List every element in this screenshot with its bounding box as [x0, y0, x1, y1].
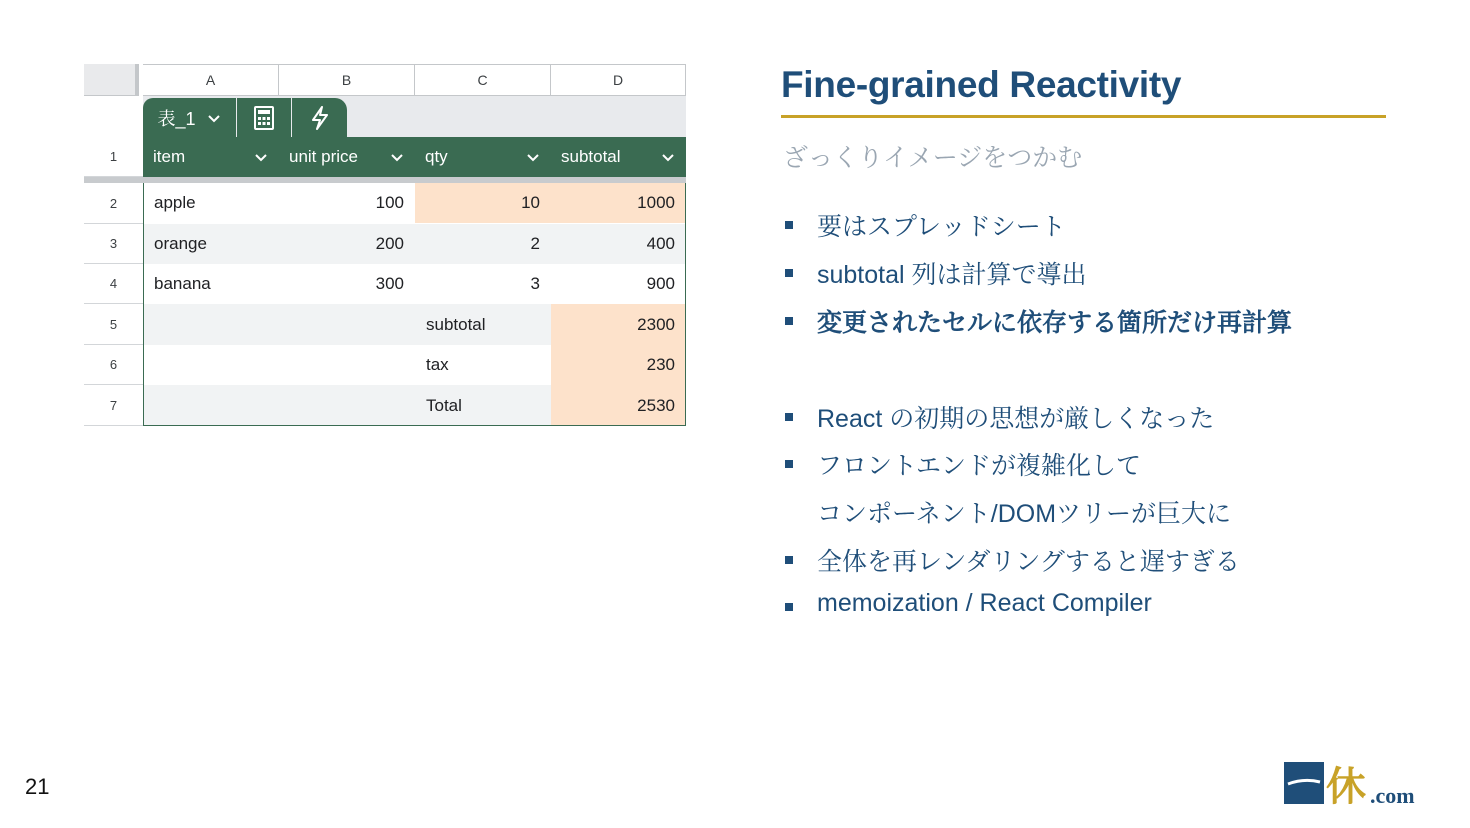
chevron-down-icon[interactable] [525, 149, 541, 165]
table-cell[interactable]: tax [426, 355, 449, 374]
header-cell-unit-price[interactable] [279, 137, 415, 177]
title-underline [781, 115, 1386, 118]
table-cell[interactable]: 1000 [551, 183, 686, 223]
chevron-down-icon[interactable] [389, 149, 405, 165]
table-name-tab[interactable] [143, 98, 236, 137]
bullet-text: 要はスプレッドシート [817, 213, 1066, 241]
header-label-subtotal: subtotal [561, 147, 621, 166]
table-cell[interactable]: 900 [646, 274, 675, 293]
bullet-marker [785, 221, 793, 229]
bullet-text-continuation: コンポーネント/DOMツリーが巨大に [817, 500, 1232, 528]
table-row [143, 385, 686, 426]
table-row [143, 183, 686, 223]
chevron-down-icon[interactable] [253, 149, 269, 165]
table-cell[interactable] [279, 304, 415, 345]
header-cell-qty[interactable] [415, 137, 551, 177]
table-cell[interactable] [143, 385, 279, 426]
select-all-corner[interactable] [84, 64, 139, 96]
table-cell[interactable] [279, 385, 415, 426]
header-cell-item[interactable] [143, 137, 279, 177]
table-cell[interactable]: subtotal [426, 314, 486, 334]
spreadsheet [84, 64, 686, 426]
logo-mark [1284, 762, 1424, 806]
slide-title: Fine-grained Reactivity [781, 64, 1182, 105]
bullet-text-emphasis: 変更されたセルに依存する箇所だけ再計算 [817, 309, 1293, 337]
table-row [143, 224, 686, 264]
bullet-marker [785, 317, 793, 325]
table-cell[interactable]: 10 [415, 183, 551, 223]
header-cell-subtotal[interactable] [551, 137, 686, 177]
table-cell[interactable]: 400 [646, 234, 675, 253]
table-row [143, 304, 686, 345]
bullet-marker [785, 603, 793, 611]
bullet-text: React の初期の思想が厳しくなった [817, 405, 1215, 433]
logo-suffix: .com [1370, 783, 1415, 806]
calculator-icon [253, 106, 275, 130]
calculator-button[interactable] [237, 98, 291, 137]
table-cell[interactable]: 2300 [551, 304, 686, 345]
table-cell[interactable]: 3 [530, 274, 540, 293]
logo-glyph: 休 [1326, 763, 1366, 806]
column-header-c[interactable]: C [415, 64, 551, 96]
table-name: 表_1 [157, 108, 196, 129]
table-tab-bar [143, 96, 686, 137]
header-label-unit-price: unit price [289, 147, 358, 166]
table-cell[interactable]: 300 [375, 274, 404, 293]
table-cell[interactable]: banana [154, 274, 211, 293]
row-header-1[interactable]: 1 [84, 137, 143, 177]
row-header-7[interactable]: 7 [84, 385, 143, 426]
column-header-d[interactable]: D [551, 64, 686, 96]
automation-button[interactable] [292, 98, 347, 137]
table-cell[interactable]: 100 [375, 193, 404, 212]
table-row [143, 345, 686, 385]
table-cell[interactable]: 230 [551, 345, 686, 385]
page-number: 21 [25, 774, 50, 799]
company-logo [1284, 762, 1424, 806]
bullet-text: subtotal 列は計算で導出 [817, 261, 1087, 289]
column-header-b[interactable]: B [279, 64, 415, 96]
bullet-text: フロントエンドが複雑化して [817, 452, 1142, 480]
table-cell[interactable]: 2530 [551, 385, 686, 426]
table-cell[interactable]: Total [426, 395, 462, 415]
row-header-4[interactable]: 4 [84, 264, 143, 304]
slide-subtitle: ざっくりイメージをつかむ [783, 144, 1083, 172]
table-cell[interactable]: 200 [375, 234, 404, 253]
bullet-text: 全体を再レンダリングすると遅すぎる [817, 548, 1240, 576]
table-cell[interactable]: 2 [530, 234, 540, 253]
bullet-marker [785, 556, 793, 564]
row-header-blank [84, 96, 143, 137]
table-cell[interactable]: apple [154, 193, 196, 212]
bullet-marker [785, 269, 793, 277]
table-row [143, 264, 686, 304]
bullet-marker [785, 460, 793, 468]
table-cell[interactable]: orange [154, 234, 207, 253]
lightning-icon [310, 106, 330, 130]
header-label-item: item [153, 147, 186, 166]
row-header-6[interactable]: 6 [84, 345, 143, 385]
chevron-down-icon[interactable] [660, 149, 676, 165]
table-cell[interactable] [143, 304, 279, 345]
header-label-qty: qty [425, 147, 448, 166]
chevron-down-icon [206, 110, 222, 126]
bullet-marker [785, 413, 793, 421]
bullet-text: memoization / React Compiler [817, 589, 1152, 617]
table-cell[interactable] [143, 345, 279, 385]
table-header-row [143, 137, 686, 177]
row-header-5[interactable]: 5 [84, 304, 143, 345]
column-header-a[interactable]: A [143, 64, 279, 96]
row-header-3[interactable]: 3 [84, 224, 143, 264]
table-cell[interactable] [279, 345, 415, 385]
row-header-2[interactable]: 2 [84, 183, 143, 224]
